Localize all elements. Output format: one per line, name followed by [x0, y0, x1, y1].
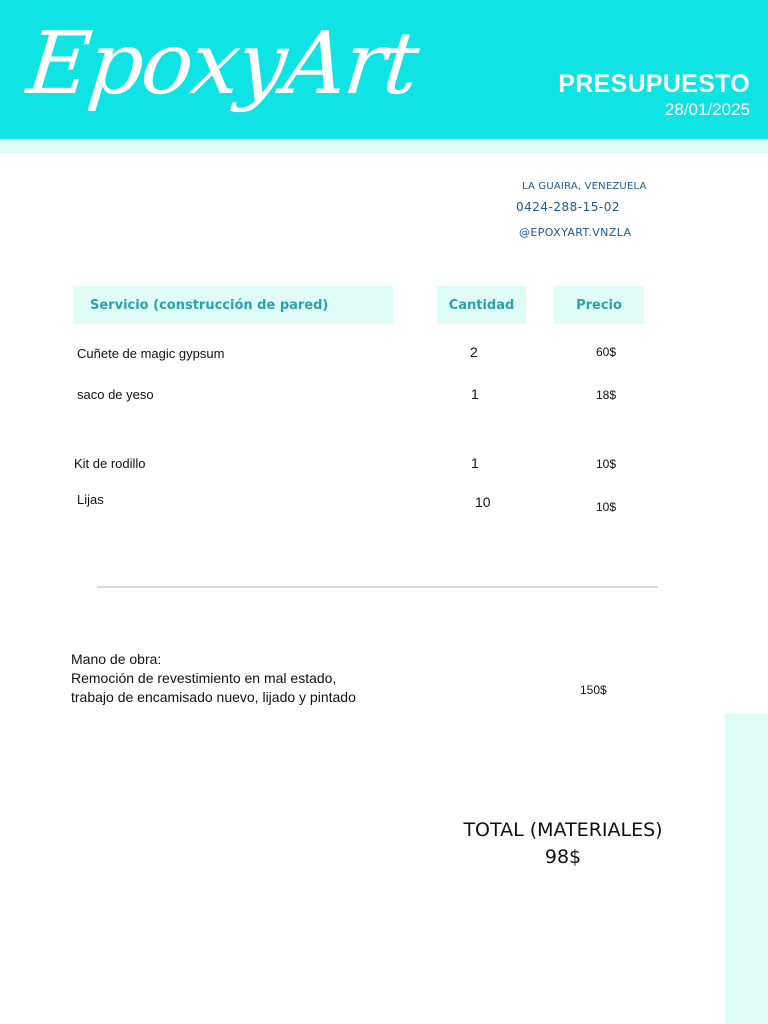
document-date: 28/01/2025 — [664, 100, 750, 119]
total-value: 98$ — [544, 846, 582, 868]
column-header-price: Precio — [554, 286, 644, 324]
table-row-item: Cuñete de magic gypsum — [77, 346, 225, 361]
table-row-quantity: 2 — [470, 344, 478, 360]
table-row-quantity: 10 — [475, 494, 491, 510]
total-label: TOTAL (MATERIALES) — [463, 819, 663, 841]
contact-phone: 0424-288-15-02 — [516, 200, 620, 214]
table-row-price: 18$ — [596, 388, 617, 402]
contact-social-handle: @EPOXYART.VNZLA — [519, 226, 632, 239]
table-row-quantity: 1 — [471, 386, 479, 402]
document-title: PRESUPUESTO — [558, 70, 750, 98]
table-row-item: Lijas — [77, 492, 104, 507]
labor-price: 150$ — [580, 683, 607, 697]
total-block — [458, 817, 668, 871]
table-row-price: 10$ — [596, 457, 617, 471]
column-header-service: Servicio (construcción de pared) — [73, 286, 393, 324]
table-row-price: 60$ — [596, 345, 617, 359]
table-row-item: saco de yeso — [77, 387, 154, 402]
labor-line: trabajo de encamisado nuevo, lijado y pintado — [71, 689, 356, 705]
header-accent-strip — [0, 139, 768, 153]
side-accent-bar — [725, 714, 768, 1024]
labor-description — [71, 650, 356, 707]
labor-line: Mano de obra: — [71, 651, 162, 667]
section-divider — [97, 586, 658, 588]
labor-line: Remoción de revestimiento en mal estado, — [71, 670, 337, 686]
table-row-price: 10$ — [596, 500, 617, 514]
table-row-item: Kit de rodillo — [74, 456, 146, 471]
table-row-quantity: 1 — [471, 455, 479, 471]
column-header-quantity: Cantidad — [437, 286, 526, 324]
contact-location: LA GUAIRA, VENEZUELA — [522, 181, 647, 192]
brand-logo: EpoxyArt — [22, 14, 422, 114]
